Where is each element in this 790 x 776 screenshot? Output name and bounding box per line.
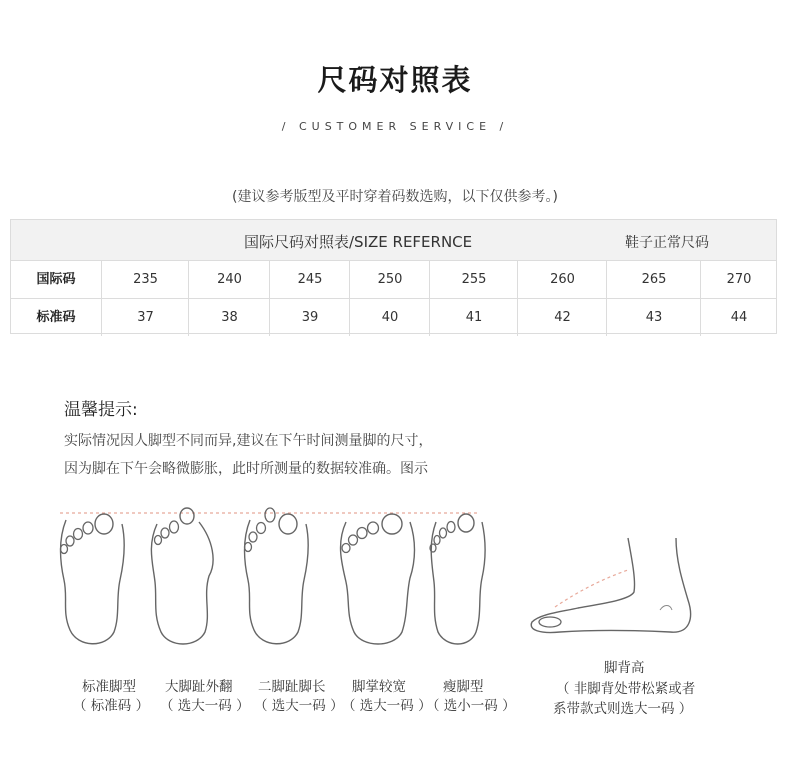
table-row-international	[11, 261, 776, 299]
instep-caption: 脚背高	[604, 660, 645, 676]
table-cell: 40	[349, 299, 430, 336]
bunion-foot-icon	[151, 508, 213, 644]
table-header	[11, 220, 776, 261]
feet-illustration	[0, 500, 790, 660]
foot-note-standard: （ 标准码 ）	[73, 698, 150, 714]
table-cell: 270	[700, 261, 777, 298]
reference-label: 国际尺码对照表/SIZE REFERNCE	[244, 233, 473, 251]
long-second-toe-foot-icon	[245, 508, 309, 644]
table-cell: 43	[606, 299, 701, 336]
foot-note-second-toe: （ 选大一码 ）	[254, 698, 344, 714]
table-cell: 250	[349, 261, 430, 298]
table-cell: 44	[700, 299, 777, 336]
standard-foot-icon	[61, 514, 125, 644]
foot-caption-standard: 标准脚型	[82, 679, 136, 695]
size-table	[10, 219, 777, 334]
page-subtitle: / CUSTOMER SERVICE /	[281, 120, 509, 133]
table-cell: 37	[101, 299, 189, 336]
table-cell: 265	[606, 261, 701, 298]
table-cell: 240	[188, 261, 270, 298]
intro-text: (建议参考版型及平时穿着码数选购，以下仅供参考。)	[232, 189, 558, 205]
row-label: 国际码	[36, 272, 76, 287]
wide-foot-icon	[341, 514, 415, 644]
slim-foot-icon	[430, 514, 485, 644]
table-row-standard	[11, 299, 776, 336]
tips-line: 实际情况因人脚型不同而异,建议在下午时间测量脚的尺寸，	[64, 433, 433, 449]
foot-caption-second-toe: 二脚趾脚长	[258, 679, 326, 695]
table-cell: 38	[188, 299, 270, 336]
instep-note-line2: 系带款式则选大一码 ）	[553, 701, 693, 717]
foot-caption-wide: 脚掌较宽	[352, 679, 406, 695]
foot-note-wide: （ 选大一码 ）	[342, 698, 432, 714]
normal-size-label: 鞋子正常尺码	[625, 235, 709, 251]
table-cell: 235	[101, 261, 189, 298]
foot-note-slim: （ 选小一码 ）	[426, 698, 516, 714]
table-cell: 42	[517, 299, 607, 336]
tips-line: 因为脚在下午会略微膨胀，此时所测量的数据较准确。图示	[64, 461, 428, 477]
table-cell: 245	[269, 261, 350, 298]
foot-caption-slim: 瘦脚型	[443, 679, 484, 695]
foot-note-bunion: （ 选大一码 ）	[160, 698, 250, 714]
high-instep-foot-icon	[531, 538, 690, 633]
tips-title: 温馨提示:	[64, 400, 138, 420]
table-cell: 41	[429, 299, 518, 336]
table-cell: 39	[269, 299, 350, 336]
table-cell: 260	[517, 261, 607, 298]
row-label: 标准码	[36, 310, 76, 325]
foot-caption-bunion: 大脚趾外翻	[165, 679, 233, 695]
page-title: 尺码对照表	[317, 63, 473, 97]
instep-note-line1: （ 非脚背处带松紧或者	[556, 681, 696, 697]
table-cell: 255	[429, 261, 518, 298]
